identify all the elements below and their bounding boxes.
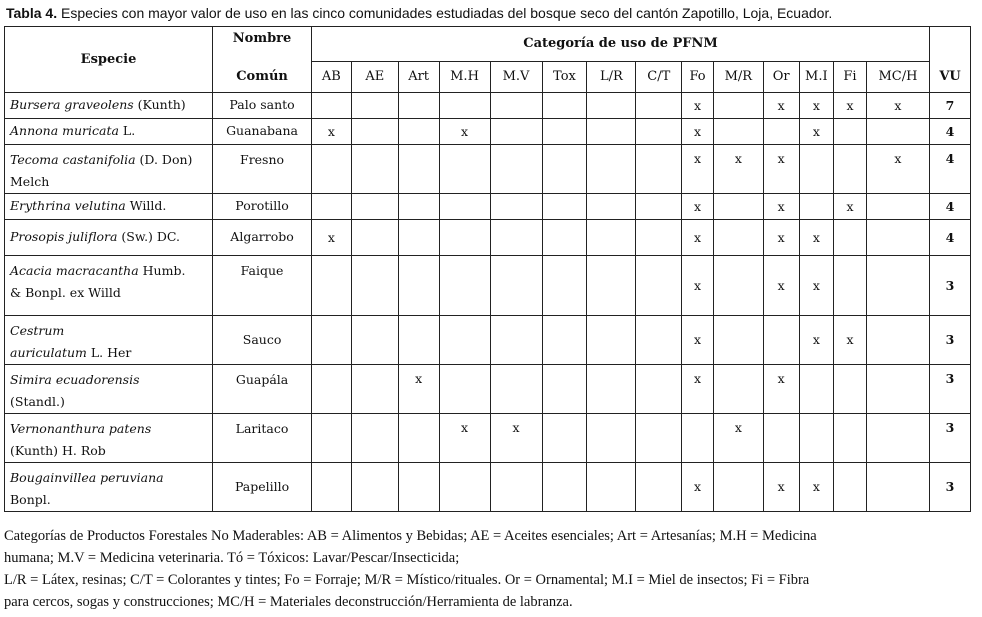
use-mark-cell: x bbox=[763, 144, 799, 193]
vu-cell: 3 bbox=[930, 364, 971, 413]
common-name-cell: Fresno bbox=[213, 144, 312, 193]
species-cell bbox=[5, 462, 213, 511]
use-mark-cell bbox=[542, 144, 587, 193]
use-mark-cell bbox=[351, 118, 398, 144]
species-cell bbox=[5, 364, 213, 413]
use-mark-cell bbox=[636, 413, 682, 462]
use-mark-cell bbox=[490, 118, 542, 144]
vu-cell: 4 bbox=[930, 144, 971, 193]
use-mark-cell bbox=[866, 219, 929, 255]
use-mark-cell: x bbox=[682, 92, 714, 118]
header-vu: VU bbox=[930, 61, 971, 92]
use-mark-cell bbox=[542, 364, 587, 413]
use-mark-cell bbox=[834, 364, 867, 413]
use-mark-cell: x bbox=[439, 118, 490, 144]
use-mark-cell bbox=[763, 118, 799, 144]
use-mark-cell: x bbox=[834, 193, 867, 219]
species-author: (D. Don) bbox=[135, 151, 193, 167]
use-mark-cell bbox=[351, 462, 398, 511]
header-row-top bbox=[5, 27, 971, 62]
species-scientific-name: Tecoma castanifolia bbox=[10, 151, 136, 167]
use-mark-cell: x bbox=[866, 144, 929, 193]
species-author: (Kunth) bbox=[133, 97, 186, 112]
use-mark-cell bbox=[439, 144, 490, 193]
table-caption bbox=[6, 4, 976, 22]
use-mark-cell: x bbox=[799, 219, 834, 255]
species-author: Bonpl. bbox=[10, 491, 51, 507]
use-mark-cell bbox=[587, 315, 636, 364]
table-row bbox=[5, 315, 971, 364]
species-scientific-name: Prosopis juliflora bbox=[10, 229, 118, 244]
use-mark-cell bbox=[312, 315, 352, 364]
use-mark-cell bbox=[866, 118, 929, 144]
use-mark-cell bbox=[636, 462, 682, 511]
use-mark-cell: x bbox=[682, 462, 714, 511]
use-mark-cell bbox=[351, 364, 398, 413]
use-mark-cell bbox=[398, 255, 439, 315]
use-mark-cell bbox=[351, 315, 398, 364]
use-mark-cell: x bbox=[763, 255, 799, 315]
species-cell bbox=[5, 92, 213, 118]
use-mark-cell bbox=[799, 193, 834, 219]
species-scientific-name: Erythrina velutina bbox=[10, 198, 126, 213]
species-cell bbox=[5, 193, 213, 219]
use-mark-cell bbox=[439, 315, 490, 364]
species-scientific-name: Bursera graveolens bbox=[10, 97, 134, 112]
use-mark-cell bbox=[490, 462, 542, 511]
vu-cell: 3 bbox=[930, 315, 971, 364]
use-mark-cell bbox=[866, 462, 929, 511]
header-category: Art bbox=[398, 61, 439, 92]
use-mark-cell bbox=[834, 118, 867, 144]
use-mark-cell bbox=[636, 315, 682, 364]
use-mark-cell bbox=[312, 92, 352, 118]
use-mark-cell bbox=[713, 315, 763, 364]
species-cell bbox=[5, 413, 213, 462]
use-mark-cell: x bbox=[763, 193, 799, 219]
species-author: (Sw.) DC. bbox=[117, 229, 181, 244]
use-mark-cell bbox=[398, 144, 439, 193]
use-mark-cell bbox=[490, 315, 542, 364]
species-scientific-name: Cestrum bbox=[10, 322, 65, 338]
use-mark-cell bbox=[312, 193, 352, 219]
common-name-cell: Laritaco bbox=[213, 413, 312, 462]
header-category: M.H bbox=[439, 61, 490, 92]
species-scientific-name: auriculatum bbox=[10, 344, 87, 360]
use-mark-cell bbox=[439, 193, 490, 219]
vu-cell: 3 bbox=[930, 255, 971, 315]
use-mark-cell: x bbox=[713, 413, 763, 462]
header-category: AB bbox=[312, 61, 352, 92]
use-mark-cell bbox=[398, 462, 439, 511]
use-mark-cell: x bbox=[834, 92, 867, 118]
use-mark-cell: x bbox=[682, 255, 714, 315]
header-category: MC/H bbox=[866, 61, 929, 92]
use-mark-cell bbox=[587, 193, 636, 219]
footnote-line: para cercos, sogas y construcciones; MC/H = Materiales deconstrucción/Herramienta de labranza. bbox=[4, 594, 573, 610]
table-row bbox=[5, 193, 971, 219]
common-name-cell: Sauco bbox=[213, 315, 312, 364]
use-mark-cell bbox=[312, 413, 352, 462]
use-mark-cell bbox=[542, 255, 587, 315]
use-mark-cell bbox=[799, 413, 834, 462]
use-mark-cell bbox=[636, 364, 682, 413]
table-row bbox=[5, 462, 971, 511]
header-category: M.I bbox=[799, 61, 834, 92]
common-name-cell: Guanabana bbox=[213, 118, 312, 144]
use-mark-cell bbox=[542, 462, 587, 511]
use-mark-cell bbox=[439, 92, 490, 118]
use-mark-cell: x bbox=[763, 92, 799, 118]
use-mark-cell: x bbox=[713, 144, 763, 193]
header-category: M.V bbox=[490, 61, 542, 92]
header-category: M/R bbox=[713, 61, 763, 92]
species-author: L. bbox=[118, 123, 136, 138]
use-mark-cell bbox=[398, 92, 439, 118]
common-name-cell: Palo santo bbox=[213, 92, 312, 118]
footnote-line: L/R = Látex, resinas; C/T = Colorantes y tintes; Fo = Forraje; M/R = Místico/rituales. Or = Ornamental; M.I = Miel de insectos; Fi = Fibra bbox=[4, 572, 810, 588]
species-cell bbox=[5, 255, 213, 315]
species-cell bbox=[5, 219, 213, 255]
header-category: Tox bbox=[542, 61, 587, 92]
header-category: Fi bbox=[834, 61, 867, 92]
use-mark-cell bbox=[351, 413, 398, 462]
vu-cell: 4 bbox=[930, 219, 971, 255]
use-mark-cell bbox=[834, 144, 867, 193]
vu-cell: 3 bbox=[930, 413, 971, 462]
use-mark-cell bbox=[834, 219, 867, 255]
vu-cell: 4 bbox=[930, 193, 971, 219]
common-name-cell: Papelillo bbox=[213, 462, 312, 511]
use-mark-cell: x bbox=[866, 92, 929, 118]
use-mark-cell bbox=[439, 364, 490, 413]
use-mark-cell bbox=[587, 92, 636, 118]
table-row bbox=[5, 144, 971, 193]
table-row bbox=[5, 255, 971, 315]
use-mark-cell bbox=[439, 462, 490, 511]
header-category: C/T bbox=[636, 61, 682, 92]
use-mark-cell: x bbox=[763, 462, 799, 511]
species-scientific-name: Bougainvillea peruviana bbox=[10, 469, 164, 485]
use-mark-cell: x bbox=[682, 144, 714, 193]
species-scientific-name: Vernonanthura patens bbox=[10, 420, 152, 436]
species-cell bbox=[5, 118, 213, 144]
species-author: (Standl.) bbox=[10, 393, 65, 409]
use-mark-cell bbox=[312, 462, 352, 511]
table-caption-text: Especies con mayor valor de uso en las cinco comunidades estudiadas del bosque seco del cantón Zapotillo, Loja, Ecuador. bbox=[57, 5, 833, 21]
use-mark-cell bbox=[587, 255, 636, 315]
use-mark-cell: x bbox=[763, 219, 799, 255]
use-mark-cell bbox=[542, 219, 587, 255]
use-mark-cell: x bbox=[763, 364, 799, 413]
table-row bbox=[5, 413, 971, 462]
common-name-cell: Faique bbox=[213, 255, 312, 315]
use-mark-cell bbox=[587, 364, 636, 413]
use-mark-cell bbox=[542, 413, 587, 462]
use-mark-cell bbox=[866, 315, 929, 364]
use-mark-cell bbox=[866, 413, 929, 462]
footnote-line: humana; M.V = Medicina veterinaria. Tó = Tóxicos: Lavar/Pescar/Insecticida; bbox=[4, 550, 460, 566]
use-mark-cell bbox=[763, 315, 799, 364]
use-mark-cell: x bbox=[490, 413, 542, 462]
use-mark-cell bbox=[398, 413, 439, 462]
use-mark-cell: x bbox=[312, 219, 352, 255]
use-mark-cell bbox=[542, 315, 587, 364]
table-row bbox=[5, 364, 971, 413]
use-mark-cell bbox=[636, 118, 682, 144]
header-category: L/R bbox=[587, 61, 636, 92]
table-caption-label: Tabla 4. bbox=[6, 5, 58, 21]
footnote-line: Categorías de Productos Forestales No Maderables: AB = Alimentos y Bebidas; AE = Aceites esenciales; Art = Artesanías; M.H = Medicina bbox=[4, 528, 817, 544]
use-mark-cell bbox=[799, 144, 834, 193]
common-name-cell: Guapála bbox=[213, 364, 312, 413]
use-mark-cell bbox=[490, 219, 542, 255]
use-mark-cell bbox=[351, 144, 398, 193]
species-author: (Kunth) H. Rob bbox=[10, 442, 106, 458]
use-mark-cell bbox=[866, 193, 929, 219]
species-author: L. Her bbox=[86, 344, 132, 360]
use-mark-cell bbox=[490, 144, 542, 193]
use-mark-cell bbox=[799, 364, 834, 413]
use-mark-cell bbox=[490, 193, 542, 219]
use-mark-cell bbox=[542, 193, 587, 219]
use-mark-cell bbox=[866, 364, 929, 413]
use-mark-cell bbox=[636, 193, 682, 219]
use-mark-cell: x bbox=[682, 118, 714, 144]
use-mark-cell bbox=[439, 219, 490, 255]
table-row bbox=[5, 92, 971, 118]
use-mark-cell bbox=[312, 144, 352, 193]
species-author: & Bonpl. ex Willd bbox=[10, 284, 121, 300]
use-mark-cell bbox=[312, 364, 352, 413]
header-category: Or bbox=[763, 61, 799, 92]
use-mark-cell bbox=[398, 118, 439, 144]
species-author: Melch bbox=[10, 173, 50, 189]
species-cell bbox=[5, 315, 213, 364]
use-mark-cell bbox=[439, 255, 490, 315]
use-mark-cell bbox=[713, 255, 763, 315]
use-mark-cell bbox=[587, 219, 636, 255]
use-mark-cell bbox=[351, 193, 398, 219]
use-mark-cell: x bbox=[799, 92, 834, 118]
vu-cell: 3 bbox=[930, 462, 971, 511]
use-mark-cell: x bbox=[398, 364, 439, 413]
use-mark-cell: x bbox=[439, 413, 490, 462]
use-mark-cell bbox=[713, 193, 763, 219]
use-mark-cell: x bbox=[834, 315, 867, 364]
common-name-cell: Algarrobo bbox=[213, 219, 312, 255]
header-vu-spacer bbox=[930, 27, 971, 62]
use-mark-cell bbox=[866, 255, 929, 315]
header-category: Fo bbox=[682, 61, 714, 92]
use-mark-cell bbox=[713, 118, 763, 144]
use-mark-cell: x bbox=[312, 118, 352, 144]
common-name-cell: Porotillo bbox=[213, 193, 312, 219]
use-mark-cell bbox=[490, 255, 542, 315]
use-mark-cell: x bbox=[799, 315, 834, 364]
table-row bbox=[5, 219, 971, 255]
vu-cell: 4 bbox=[930, 118, 971, 144]
use-mark-cell bbox=[587, 144, 636, 193]
table-row bbox=[5, 118, 971, 144]
use-mark-cell bbox=[713, 219, 763, 255]
table-footnote bbox=[4, 525, 979, 613]
species-author: Humb. bbox=[138, 262, 186, 278]
use-mark-cell bbox=[312, 255, 352, 315]
use-mark-cell bbox=[398, 219, 439, 255]
use-mark-cell bbox=[636, 144, 682, 193]
species-scientific-name: Annona muricata bbox=[10, 123, 119, 138]
header-comun: Común bbox=[213, 61, 312, 92]
vu-cell: 7 bbox=[930, 92, 971, 118]
use-mark-cell bbox=[713, 364, 763, 413]
use-mark-cell bbox=[490, 92, 542, 118]
use-mark-cell: x bbox=[682, 193, 714, 219]
use-mark-cell bbox=[490, 364, 542, 413]
use-mark-cell: x bbox=[799, 118, 834, 144]
use-mark-cell bbox=[351, 219, 398, 255]
use-mark-cell bbox=[587, 462, 636, 511]
use-mark-cell: x bbox=[682, 219, 714, 255]
species-use-value-table bbox=[4, 26, 971, 512]
use-mark-cell bbox=[587, 118, 636, 144]
use-mark-cell bbox=[713, 92, 763, 118]
use-mark-cell bbox=[763, 413, 799, 462]
use-mark-cell bbox=[351, 255, 398, 315]
use-mark-cell bbox=[542, 92, 587, 118]
use-mark-cell bbox=[834, 255, 867, 315]
use-mark-cell bbox=[636, 219, 682, 255]
use-mark-cell bbox=[542, 118, 587, 144]
use-mark-cell: x bbox=[799, 255, 834, 315]
species-scientific-name: Simira ecuadorensis bbox=[10, 371, 140, 387]
use-mark-cell bbox=[713, 462, 763, 511]
header-categoria: Categoría de uso de PFNM bbox=[312, 27, 930, 62]
use-mark-cell: x bbox=[799, 462, 834, 511]
use-mark-cell bbox=[398, 193, 439, 219]
header-category: AE bbox=[351, 61, 398, 92]
use-mark-cell bbox=[834, 413, 867, 462]
use-mark-cell bbox=[834, 462, 867, 511]
use-mark-cell bbox=[351, 92, 398, 118]
use-mark-cell bbox=[682, 413, 714, 462]
use-mark-cell bbox=[398, 315, 439, 364]
header-especie: Especie bbox=[5, 27, 213, 93]
use-mark-cell bbox=[636, 255, 682, 315]
use-mark-cell: x bbox=[682, 364, 714, 413]
use-mark-cell: x bbox=[682, 315, 714, 364]
species-scientific-name: Acacia macracantha bbox=[10, 262, 139, 278]
species-cell bbox=[5, 144, 213, 193]
header-nombre: Nombre bbox=[213, 27, 312, 62]
use-mark-cell bbox=[587, 413, 636, 462]
use-mark-cell bbox=[636, 92, 682, 118]
species-author: Willd. bbox=[125, 198, 167, 213]
